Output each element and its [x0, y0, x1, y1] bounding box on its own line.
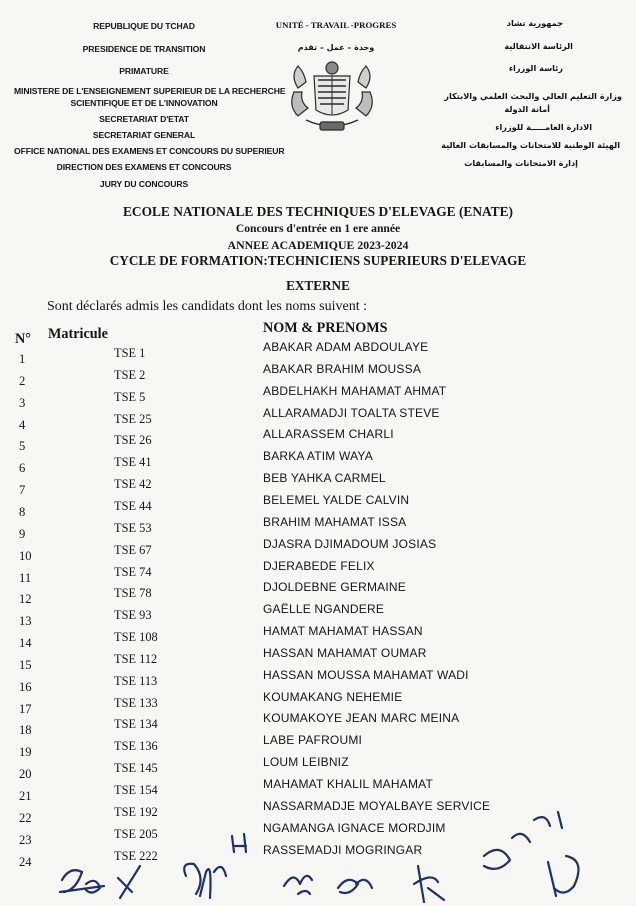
- row-matricule: TSE 53: [114, 520, 152, 535]
- row-matricule: TSE 192: [114, 804, 158, 819]
- row-number: 13: [19, 614, 32, 629]
- row-name: KOUMAKOYE JEAN MARC MEINA: [263, 711, 460, 726]
- row-name: BARKA ATIM WAYA: [263, 449, 373, 464]
- row-name: BELEMEL YALDE CALVIN: [263, 492, 410, 507]
- header-left-line: PRIMATURE: [119, 66, 169, 76]
- signature-mark: [414, 866, 444, 902]
- intro-sentence: Sont déclarés admis les candidats dont les noms suivent :: [47, 299, 368, 314]
- signature-mark: [548, 856, 579, 896]
- signature-mark: [338, 880, 372, 893]
- header-right-line: إدارة الامتحانات والمسابقات: [464, 158, 578, 168]
- header-left-line: PRESIDENCE DE TRANSITION: [82, 44, 206, 54]
- header-right-line: الهيئة الوطنية للامتحانات والمسابقات العالية: [441, 140, 620, 150]
- header-left-line: SCIENTIFIQUE ET DE L'INNOVATION: [70, 98, 218, 108]
- row-matricule: TSE 1: [114, 346, 146, 360]
- row-matricule: TSE 154: [114, 783, 158, 797]
- row-name: ABAKAR ADAM ABDOULAYE: [263, 340, 429, 354]
- row-number: 23: [19, 832, 32, 847]
- row-matricule: TSE 113: [114, 673, 158, 688]
- row-number: 20: [19, 767, 32, 782]
- row-number: 1: [19, 352, 26, 366]
- header-right-line: جمهورية تشاد: [506, 18, 563, 28]
- header-right-line: أمانة الدولة: [504, 104, 550, 114]
- header-left-line: MINISTERE DE L'ENSEIGNEMENT SUPERIEUR DE LA RECHERCHE: [14, 86, 286, 96]
- header-left-line: JURY DU CONCOURS: [99, 179, 189, 189]
- header-left-line: REPUBLIQUE DU TCHAD: [93, 21, 195, 31]
- row-matricule: TSE 108: [114, 630, 158, 645]
- row-name: HASSAN MAHAMAT OUMAR: [263, 645, 427, 660]
- row-name: HAMAT MAHAMAT HASSAN: [263, 624, 423, 639]
- row-name: GAËLLE NGANDERE: [263, 602, 385, 617]
- row-name: KOUMAKANG NEHEMIE: [263, 689, 403, 704]
- row-matricule: TSE 42: [114, 477, 152, 492]
- row-name: MAHAMAT KHALIL MAHAMAT: [263, 777, 433, 791]
- row-name: DJASRA DJIMADOUM JOSIAS: [263, 536, 437, 551]
- row-number: 8: [19, 504, 26, 519]
- row-matricule: TSE 25: [114, 411, 152, 426]
- header-left-line: SECRETARIAT D'ETAT: [99, 114, 189, 124]
- signature-mark: [60, 870, 104, 892]
- column-header-matricule: Matricule: [48, 326, 108, 342]
- row-name: HASSAN MOUSSA MAHAMAT WADI: [263, 667, 469, 682]
- row-matricule: TSE 67: [114, 542, 152, 557]
- row-number: 17: [19, 701, 32, 716]
- row-number: 19: [19, 745, 32, 760]
- row-matricule: TSE 5: [114, 389, 146, 404]
- header-right-line: رئاسة الوزراء: [508, 63, 563, 73]
- row-name: NGAMANGA IGNACE MORDJIM: [263, 820, 446, 835]
- signature-mark: [184, 864, 226, 898]
- row-matricule: TSE 134: [114, 717, 158, 732]
- signature-mark: [484, 812, 562, 869]
- row-name: ALLARAMADJI TOALTA STEVE: [263, 405, 440, 420]
- header-motto-arabic: وحدة – عمل – تقدم: [297, 43, 375, 52]
- school-title: ECOLE NATIONALE DES TECHNIQUES D'ELEVAGE (ENATE): [122, 204, 514, 219]
- row-matricule: TSE 2: [114, 367, 146, 382]
- candidate-category: EXTERNE: [286, 278, 350, 293]
- row-matricule: TSE 112: [114, 651, 158, 666]
- row-matricule: TSE 26: [114, 433, 152, 448]
- header-left-line: OFFICE NATIONAL DES EXAMENS ET CONCOURS DU SUPERIEUR: [14, 146, 285, 156]
- row-name: ALLARASSEM CHARLI: [263, 427, 394, 442]
- column-header-number: N°: [15, 331, 31, 347]
- row-matricule: TSE 133: [114, 695, 158, 710]
- signature-mark: [284, 876, 312, 894]
- row-matricule: TSE 205: [114, 826, 158, 841]
- header-right-line: وزارة التعليم العالي والبحث العلمي والابتكار: [444, 91, 622, 101]
- row-number: 10: [19, 548, 32, 563]
- header-left-line: DIRECTION DES EXAMENS ET CONCOURS: [56, 162, 232, 172]
- header-left-line: SECRETARIAT GENERAL: [92, 130, 196, 140]
- header-right-line: الرئاسة الانتقالية: [504, 41, 573, 51]
- row-matricule: TSE 145: [114, 761, 158, 776]
- row-number: 15: [19, 657, 32, 672]
- row-name: NASSARMADJE MOYALBAYE SERVICE: [263, 798, 491, 813]
- row-name: LOUM LEIBNIZ: [263, 755, 349, 770]
- row-matricule: TSE 74: [114, 564, 152, 579]
- row-name: BRAHIM MAHAMAT ISSA: [263, 514, 407, 529]
- row-number: 22: [19, 810, 32, 825]
- column-header-name: NOM & PRENOMS: [263, 320, 388, 336]
- row-number: 4: [19, 417, 26, 432]
- row-number: 2: [19, 373, 26, 388]
- header-right-line: الادارة العامـــــة للوزراء: [495, 122, 592, 132]
- row-name: ABDELHAKH MAHAMAT AHMAT: [263, 383, 447, 398]
- row-number: 14: [19, 636, 32, 651]
- row-matricule: TSE 41: [114, 455, 152, 470]
- row-matricule: TSE 136: [114, 739, 158, 754]
- row-name: ABAKAR BRAHIM MOUSSA: [263, 361, 422, 376]
- row-number: 24: [19, 854, 32, 869]
- row-number: 6: [19, 461, 26, 476]
- row-number: 11: [19, 570, 32, 585]
- row-number: 12: [19, 592, 32, 607]
- row-number: 7: [19, 483, 26, 498]
- row-number: 16: [19, 679, 32, 694]
- row-matricule: TSE 93: [114, 608, 152, 623]
- header-motto: UNITÉ - TRAVAIL -PROGRES: [275, 20, 397, 30]
- exam-subtitle: Concours d'entrée en 1 ere année: [235, 222, 401, 235]
- academic-year: ANNEE ACADEMIQUE 2023-2024: [227, 238, 409, 252]
- row-number: 18: [19, 723, 32, 738]
- signature-mark: [118, 866, 140, 898]
- row-number: 21: [19, 789, 32, 803]
- row-matricule: TSE 44: [114, 498, 152, 513]
- training-cycle: CYCLE DE FORMATION:TECHNICIENS SUPERIEURS D'ELEVAGE: [109, 253, 527, 268]
- row-name: DJERABEDE FELIX: [263, 558, 375, 573]
- row-matricule: TSE 78: [114, 586, 152, 601]
- signature-mark: [232, 834, 246, 852]
- row-name: RASSEMADJI MOGRINGAR: [263, 842, 423, 857]
- row-number: 5: [19, 439, 26, 454]
- row-matricule: TSE 222: [114, 848, 158, 863]
- row-name: DJOLDEBNE GERMAINE: [263, 580, 406, 595]
- row-name: LABE PAFROUMI: [263, 733, 363, 748]
- row-number: 3: [19, 395, 26, 410]
- row-number: 9: [19, 526, 26, 541]
- row-name: BEB YAHKA CARMEL: [263, 471, 386, 486]
